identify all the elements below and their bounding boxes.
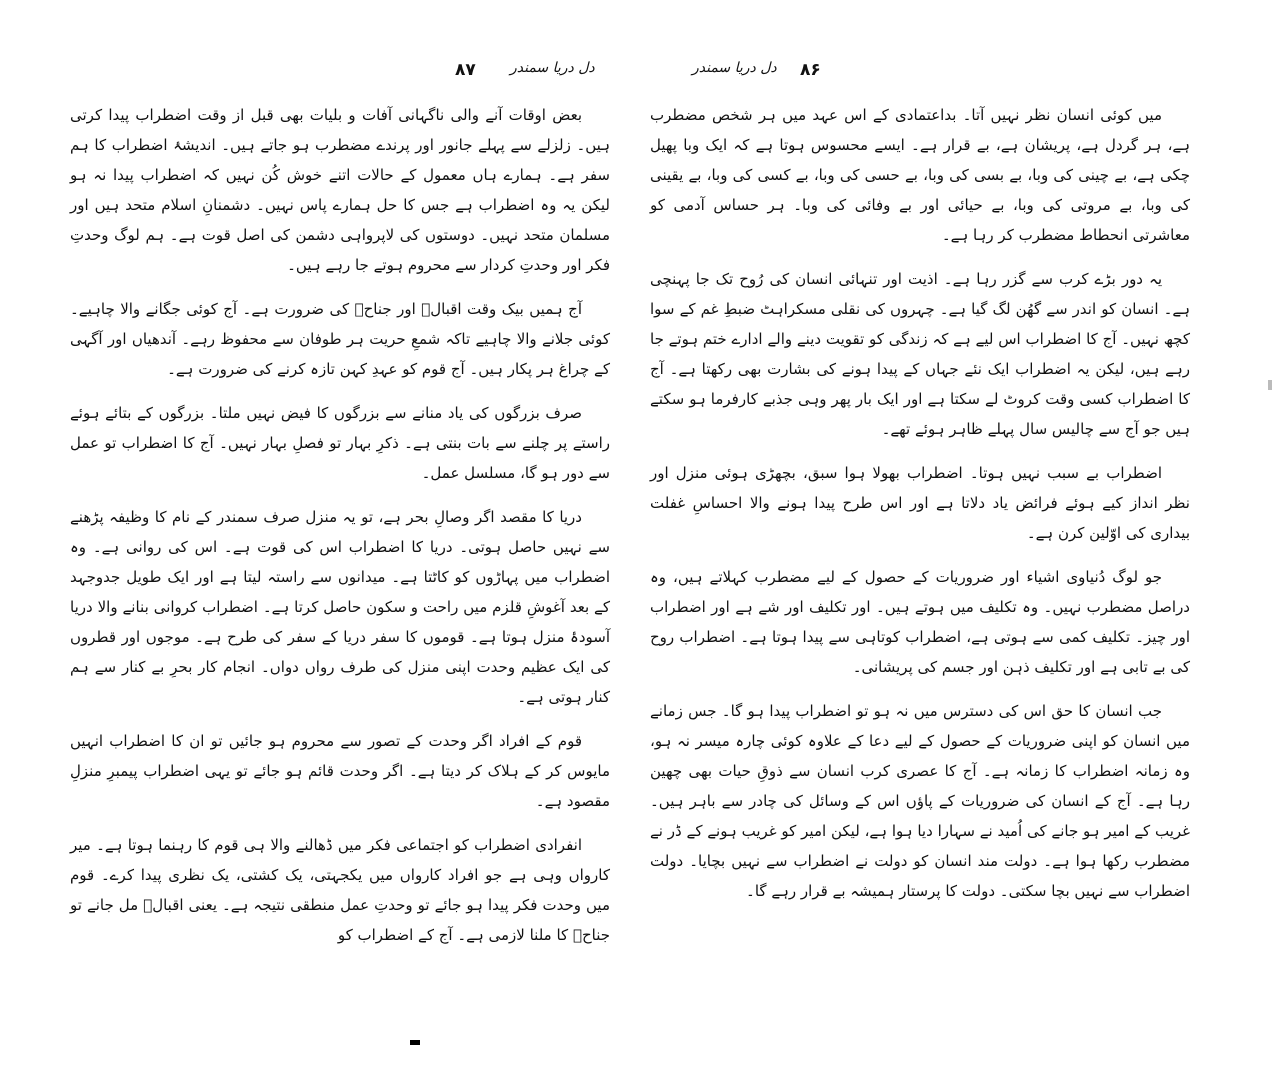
- paragraph: قوم کے افراد اگر وحدت کے تصور سے محروم ہو جائیں تو ان کا اضطراب انہیں مایوس کر کے ہلاک کر دیتا ہے۔ اگر وحدت قائم ہو جائے تو یہی اضطراب پیمبرِ منزلِ مقصود ہے۔: [70, 732, 610, 810]
- paragraph: دریا کا مقصد اگر وصالِ بحر ہے، تو یہ منزل صرف سمندر کے نام کا وظیفہ پڑھنے سے نہیں حاصل ہوتی۔ دریا کا اضطراب اس کی قوت ہے۔ اس کی روانی ہے۔ وہ اضطراب میں پہاڑوں کو کاٹتا ہے۔ میدانوں سے راستہ لیتا ہے اور ایک طویل جدوجہد کے بعد آغوشِ قلزم میں راحت و سکون حاصل کرتا ہے۔ اضطراب کروانی بنانے والا دریا آسودۂ منزل ہوتا ہے۔ قوموں کا سفر دریا کے سفر کی طرح ہے۔ موجوں اور قطروں کی ایک عظیم وحدت اپنی منزل کی طرف رواں دواں۔ انجام کار بحرِ بے کنار سے ہم کنار ہوتی ہے۔: [70, 508, 610, 706]
- paragraph: اضطراب بے سبب نہیں ہوتا۔ اضطراب بھولا ہوا سبق، بچھڑی ہوئی منزل اور نظر انداز کیے ہوئے فرائض یاد دلاتا ہے اور اس طرح پیدا ہونے والا احساسِ غفلت بیداری کی اوّلین کرن ہے۔: [650, 464, 1190, 542]
- page-right: [640, 0, 1200, 1080]
- page-header: [640, 60, 1200, 84]
- page-body: [650, 100, 1190, 920]
- paragraph: انفرادی اضطراب کو اجتماعی فکر میں ڈھالنے والا ہی قوم کا رہنما ہوتا ہے۔ میر کارواں وہی ہے جو افراد کارواں میں یکجہتی، یک کشتی، یک نظری پیدا کرے۔ قوم میں وحدت فکر پیدا ہو جائے تو وحدتِ عمل منطقی نتیجہ ہے۔ یعنی اقبالؒ مل جانے تو جناحؒ کا ملنا لازمی ہے۔ آج کے اضطراب کو: [70, 836, 610, 944]
- paragraph: بعض اوقات آنے والی ناگہانی آفات و بلیات بھی قبل از وقت اضطراب پیدا کرتی ہیں۔ زلزلے سے پہلے جانور اور پرندے مضطرب ہو جاتے ہیں۔ اندیشۂ اضطراب کا ہم سفر ہے۔ ہمارے ہاں معمول کے حالات اتنے خوش کُن نہیں کہ اضطراب پیدا نہ ہو لیکن یہ وہ اضطراب ہے جس کا حل ہمارے پاس نہیں۔ دشمنانِ اسلام متحد ہیں اور مسلمان متحد نہیں۔ دوستوں کی لاپرواہی دشمن کی اصل قوت ہے۔ ہم لوگ وحدتِ فکر اور وحدتِ کردار سے محروم ہوتے جا رہے ہیں۔: [70, 106, 610, 274]
- paragraph: میں کوئی انسان نظر نہیں آتا۔ بداعتمادی کے اس عہد میں ہر شخص مضطرب ہے، ہر گردل ہے، پریشان ہے، بے قرار ہے۔ ایسے محسوس ہوتا ہے کہ ایک وبا پھیل چکی ہے، بے چینی کی وبا، بے بسی کی وبا، بے حسی کی وبا، بے کسی کی وبا، بے یقینی کی وبا، بے مروتی کی وبا، بے حیائی اور بے وفائی کی وبا۔ ہر حساس آدمی کو معاشرتی انحطاط مضطرب کر رہا ہے۔: [650, 106, 1190, 244]
- paragraph: صرف بزرگوں کی یاد منانے سے بزرگوں کا فیض نہیں ملتا۔ بزرگوں کے بتائے ہوئے راستے پر چلنے سے بات بنتی ہے۔ ذکرِ بہار تو فصلِ بہار نہیں۔ آج کا اضطراب تو عمل سے دور ہو گا، مسلسل عمل۔: [70, 404, 610, 482]
- page-number: ۸۷: [455, 60, 476, 80]
- footer-scan-mark: [410, 1040, 420, 1045]
- paragraph: آج ہمیں بیک وقت اقبالؒ اور جناحؒ کی ضرورت ہے۔ آج کوئی جگانے والا چاہیے۔ کوئی جلانے والا چاہیے تاکہ شمعِ حریت ہر طوفان سے محفوظ رہے۔ آندھیاں اور آگہی کے چراغ ہر پکار ہیں۔ آج قوم کو عہدِ کہن تازہ کرنے کی ضرورت ہے۔: [70, 300, 610, 378]
- page-number: ۸۶: [800, 60, 821, 80]
- page-header: [60, 60, 620, 84]
- paragraph: جب انسان کا حق اس کی دسترس میں نہ ہو تو اضطراب پیدا ہو گا۔ جس زمانے میں انسان کو اپنی ضروریات کے حصول کے لیے دعا کے علاوہ کوئی چارہ میسر نہ ہو، وہ زمانہ اضطراب کا زمانہ ہے۔ آج کا عصری کرب انسان سے ذوقِ حیات بھی چھین رہا ہے۔ آج کے انسان کی ضروریات کے پاؤں اس کے وسائل کی چادر سے باہر ہیں۔ غریب کے امیر ہو جانے کی اُمید نے سہارا دیا ہوا ہے، لیکن امیر کو غریب ہونے کے ڈر نے مضطرب رکھا ہوا ہے۔ دولت مند انسان کو دولت نے اضطراب سے نہیں بچایا۔ دولت اضطراب سے نہیں بچا سکتی۔ دولت کا پرستار ہمیشہ بے قرار رہے گا۔: [650, 702, 1190, 900]
- running-title: دل دریا سمندر: [692, 60, 777, 76]
- running-title: دل دریا سمندر: [510, 60, 595, 76]
- page-body: [70, 100, 610, 964]
- paragraph: یہ دور بڑے کرب سے گزر رہا ہے۔ اذیت اور تنہائی انسان کی رُوح تک جا پہنچی ہے۔ انسان کو اندر سے گھُن لگ گیا ہے۔ چہروں کی نقلی مسکراہٹ ضبطِ غم کے سوا کچھ نہیں۔ آج کا اضطراب اس لیے ہے کہ زندگی کو تقویت دینے والے ادارے ختم ہوتے جا رہے ہیں، لیکن یہ اضطراب ایک نئے جہاں کے پیدا ہونے کی بشارت بھی رکھتا ہے۔ آج کا اضطراب کسی وقت کروٹ لے سکتا ہے اور ایک بار پھر وہی جذبے کارفرما ہو سکتے ہیں جو آج سے چالیس سال پہلے ظاہر ہوئے تھے۔: [650, 270, 1190, 438]
- gutter-scan-mark: [1268, 380, 1272, 390]
- page-left: [60, 0, 620, 1080]
- paragraph: جو لوگ دُنیاوی اشیاء اور ضروریات کے حصول کے لیے مضطرب کہلاتے ہیں، وہ دراصل مضطرب نہیں۔ وہ تکلیف میں ہوتے ہیں۔ اور تکلیف اور شے ہے اور اضطراب اور چیز۔ تکلیف کمی سے ہوتی ہے، اضطراب کوتاہی سے پیدا ہوتا ہے۔ اضطراب روح کی بے تابی ہے اور تکلیف ذہن اور جسم کی پریشانی۔: [650, 568, 1190, 676]
